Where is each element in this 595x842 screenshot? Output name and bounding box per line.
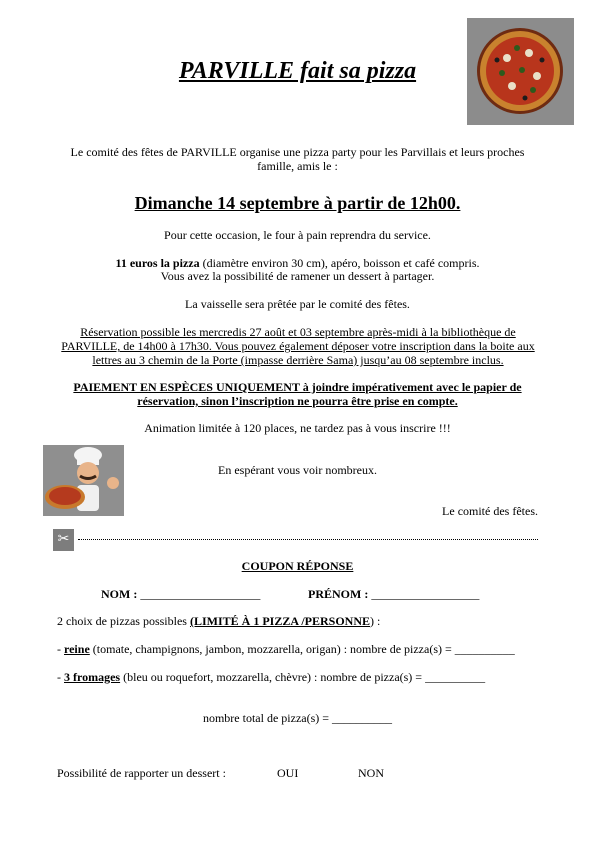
dessert-note: Vous avez la possibilité de ramener un dessert à partager.: [160, 269, 435, 283]
price-rest: (diamètre environ 30 cm), apéro, boisson et café compris.: [199, 256, 480, 270]
total-line[interactable]: nombre total de pizza(s) = __________: [202, 711, 393, 725]
payment-text: PAIEMENT EN ESPÈCES UNIQUEMENT à joindre impérativement avec le papier de réservation, sinon l’inscription ne pourra être prise en compte.: [73, 380, 522, 408]
nom-field[interactable]: ____________________: [140, 587, 261, 601]
price-line: [0, 256, 595, 270]
dessert-question: Possibilité de rapporter un dessert :: [57, 766, 226, 780]
page-title: PARVILLE fait sa pizza: [178, 58, 417, 84]
reine-line[interactable]: [57, 642, 515, 656]
fromages-name: 3 fromages: [64, 670, 121, 684]
prenom-row: [308, 587, 479, 601]
non-option[interactable]: NON: [358, 766, 384, 780]
reine-desc: (tomate, champignons, jambon, mozzarella, origan) : nombre de pizza(s) = __________: [89, 642, 515, 656]
chef-image: [43, 445, 124, 516]
dishes-text: La vaisselle sera prêtée par le comité des fêtes.: [185, 297, 410, 311]
event-date: Dimanche 14 septembre à partir de 12h00.: [134, 193, 461, 213]
limit-text: Animation limitée à 120 places, ne tardez pas à vous inscrire !!!: [144, 421, 451, 435]
oui-option[interactable]: OUI: [277, 766, 299, 780]
nom-row: [101, 587, 260, 601]
prenom-label: PRÉNOM :: [308, 587, 372, 601]
signature-text: Le comité des fêtes.: [442, 504, 538, 518]
intro-text: Le comité des fêtes de PARVILLE organise une pizza party pour les Parvillais et leurs proches famille, amis le :: [70, 145, 525, 173]
choices-limit: (LIMITÉ À 1 PIZZA /PERSONNE: [189, 614, 371, 628]
prenom-field[interactable]: __________________: [371, 587, 480, 601]
fromages-desc: (bleu ou roquefort, mozzarella, chèvre) : nombre de pizza(s) = __________: [120, 670, 486, 684]
scissors-icon: ✂: [53, 529, 74, 551]
coupon-title: COUPON RÉPONSE: [241, 559, 354, 573]
fromages-line[interactable]: [57, 670, 485, 684]
nom-label: NOM :: [101, 587, 141, 601]
choices-suffix: ) :: [370, 614, 381, 628]
hope-text: En espérant vous voir nombreux.: [218, 463, 377, 477]
reservation-text: Réservation possible les mercredis 27 août et 03 septembre après-midi à la bibliothèque de PARVILLE, de 14h00 à 17h30. Vous pouvez également déposer votre inscription dans la boite aux lettres au 3 chemin de la Porte (impasse derrière Sama) jusqu’au 08 septembre inclus.: [61, 325, 535, 367]
oven-text: Pour cette occasion, le four à pain reprendra du service.: [164, 228, 431, 242]
cut-line: [78, 539, 538, 540]
choices-line: [57, 614, 380, 628]
choices-prefix: 2 choix de pizzas possibles: [57, 614, 190, 628]
reine-name: reine: [64, 642, 90, 656]
price-bold: 11 euros la pizza: [115, 256, 200, 270]
reine-dash: -: [57, 642, 64, 656]
fromages-dash: -: [57, 670, 64, 684]
